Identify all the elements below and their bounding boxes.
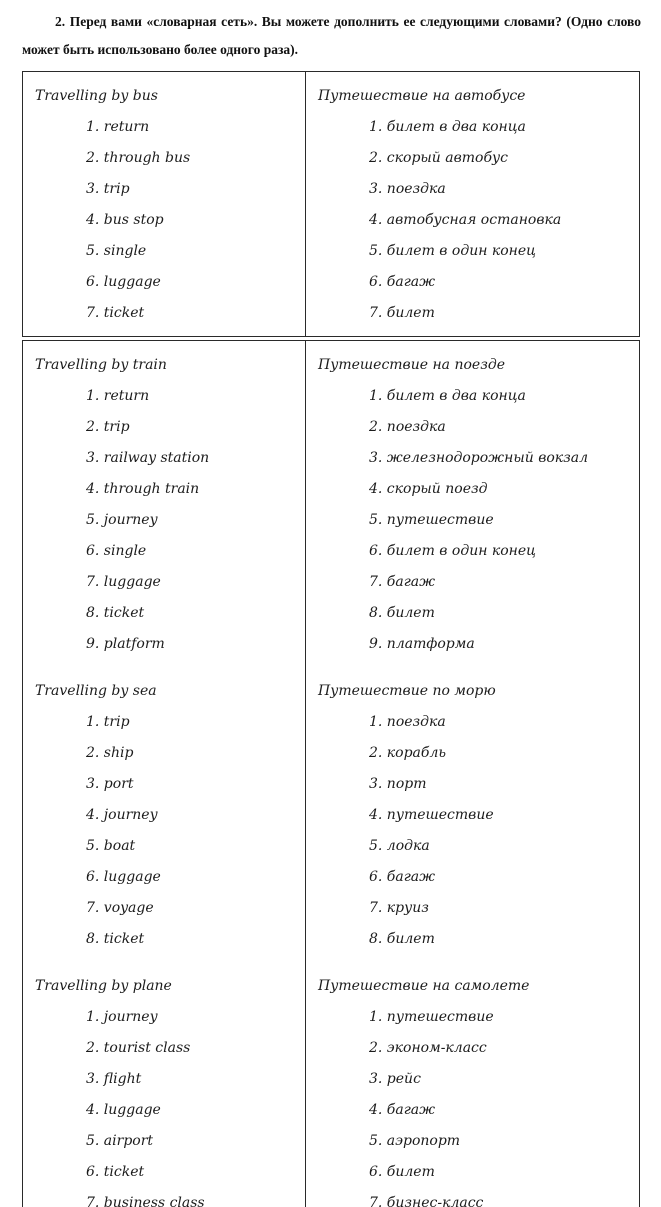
section-title: Путешествие на самолете	[318, 978, 530, 995]
vocab-item: 1. return	[86, 119, 150, 136]
vocab-item: 6. single	[86, 543, 147, 560]
vocab-item: 5. аэропорт	[369, 1133, 461, 1150]
vocab-item: 8. ticket	[86, 605, 145, 622]
vocab-cell-right	[306, 962, 639, 1207]
vocab-item: 7. business class	[86, 1195, 205, 1207]
vocab-item: 9. platform	[86, 636, 165, 653]
vocab-item: 3. порт	[369, 776, 427, 793]
vocab-item: 6. билет в один конец	[369, 543, 536, 560]
vocab-cell-left	[23, 667, 306, 962]
vocab-item: 1. trip	[86, 714, 130, 731]
vocab-item: 1. поездка	[369, 714, 446, 731]
vocab-item: 2. through bus	[86, 150, 191, 167]
section-title: Travelling by plane	[35, 978, 172, 995]
vocab-item: 6. luggage	[86, 274, 161, 291]
vocab-item: 6. билет	[369, 1164, 435, 1181]
vocab-item: 5. лодка	[369, 838, 430, 855]
vocab-item: 4. автобусная остановка	[369, 212, 562, 229]
vocab-item: 1. journey	[86, 1009, 158, 1026]
vocab-item: 3. железнодорожный вокзал	[369, 450, 589, 467]
vocab-item: 3. flight	[86, 1071, 142, 1088]
vocab-item: 1. билет в два конца	[369, 388, 526, 405]
vocab-item: 3. рейс	[369, 1071, 421, 1088]
vocab-item: 7. круиз	[369, 900, 429, 917]
vocab-item: 7. бизнес-класс	[369, 1195, 484, 1207]
vocab-cell-left	[23, 72, 306, 336]
section-title: Путешествие на поезде	[318, 357, 505, 374]
vocab-item: 2. корабль	[369, 745, 446, 762]
vocab-item: 5. boat	[86, 838, 136, 855]
vocab-item: 5. airport	[86, 1133, 154, 1150]
vocab-item: 4. journey	[86, 807, 158, 824]
section-title: Travelling by bus	[35, 88, 158, 105]
exercise-prompt	[22, 8, 641, 63]
vocab-item: 8. билет	[369, 931, 435, 948]
vocab-item: 8. билет	[369, 605, 435, 622]
vocab-item: 5. journey	[86, 512, 158, 529]
vocab-table-bus	[22, 71, 640, 337]
exercise-text: Перед вами «словарная сеть». Вы можете дополнить ее следующими словами? (Одно слово может быть использовано более одного раза).	[22, 14, 642, 57]
vocab-item: 6. luggage	[86, 869, 161, 886]
section-title: Путешествие по морю	[318, 683, 496, 700]
vocab-cell-right	[306, 667, 639, 962]
vocab-item: 4. путешествие	[369, 807, 494, 824]
vocab-item: 3. port	[86, 776, 134, 793]
vocab-cell-left	[23, 341, 306, 667]
vocab-item: 3. trip	[86, 181, 130, 198]
vocab-item: 2. скорый автобус	[369, 150, 508, 167]
vocab-item: 6. ticket	[86, 1164, 145, 1181]
vocab-table-train-sea-plane	[22, 340, 640, 1207]
vocab-item: 3. railway station	[86, 450, 210, 467]
vocab-cell-right	[306, 72, 639, 336]
vocab-item: 4. through train	[86, 481, 200, 498]
vocab-item: 2. поездка	[369, 419, 446, 436]
vocab-item: 5. путешествие	[369, 512, 494, 529]
vocab-item: 5. single	[86, 243, 147, 260]
vocab-item: 2. tourist class	[86, 1040, 191, 1057]
vocab-item: 5. билет в один конец	[369, 243, 536, 260]
vocab-item: 4. bus stop	[86, 212, 164, 229]
section-title: Travelling by train	[35, 357, 167, 374]
vocab-item: 7. voyage	[86, 900, 154, 917]
vocab-item: 1. путешествие	[369, 1009, 494, 1026]
vocab-item: 3. поездка	[369, 181, 446, 198]
vocab-item: 7. билет	[369, 305, 435, 322]
section-title: Travelling by sea	[35, 683, 157, 700]
vocab-item: 1. билет в два конца	[369, 119, 526, 136]
vocab-item: 1. return	[86, 388, 150, 405]
vocab-item: 7. ticket	[86, 305, 145, 322]
vocab-item: 7. luggage	[86, 574, 161, 591]
vocab-item: 4. багаж	[369, 1102, 436, 1119]
vocab-item: 4. luggage	[86, 1102, 161, 1119]
section-title: Путешествие на автобусе	[318, 88, 526, 105]
exercise-number: 2.	[55, 14, 66, 29]
vocab-cell-left	[23, 962, 306, 1207]
vocab-item: 6. багаж	[369, 869, 436, 886]
vocab-item: 8. ticket	[86, 931, 145, 948]
vocab-item: 2. ship	[86, 745, 134, 762]
vocab-cell-right	[306, 341, 639, 667]
vocab-item: 6. багаж	[369, 274, 436, 291]
vocab-item: 4. скорый поезд	[369, 481, 488, 498]
vocab-item: 2. эконом-класс	[369, 1040, 487, 1057]
vocab-item: 9. платформа	[369, 636, 475, 653]
vocab-item: 2. trip	[86, 419, 130, 436]
vocab-item: 7. багаж	[369, 574, 436, 591]
